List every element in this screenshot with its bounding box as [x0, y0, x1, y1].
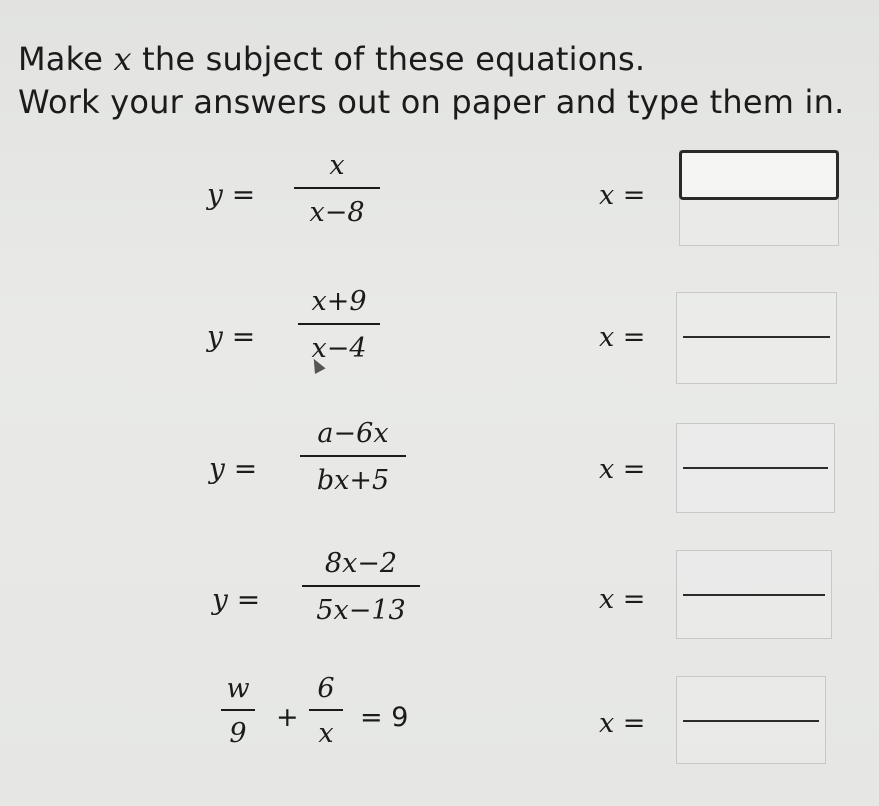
fraction-bar	[298, 323, 380, 325]
fraction-bar	[300, 455, 406, 457]
equation-1-numerator: x	[329, 150, 345, 181]
equation-5-fraction-1-numerator: w	[226, 673, 250, 704]
answer-3-label: x =	[599, 454, 646, 485]
equation-2-denominator: x−4	[311, 333, 367, 364]
equation-5-fraction-2-denominator: x	[318, 718, 334, 749]
equation-3-lhs: y =	[209, 452, 258, 485]
answer-4-input[interactable]	[676, 550, 832, 639]
answer-4-field[interactable]	[683, 594, 825, 596]
answer-2-input[interactable]	[676, 292, 837, 384]
answer-5-label: x =	[599, 708, 646, 739]
equation-3-denominator: bx+5	[316, 465, 390, 496]
instruction-variable: x	[113, 40, 132, 78]
equation-2-numerator: x+9	[311, 286, 367, 317]
equation-1-lhs: y =	[207, 178, 256, 211]
answer-2-field[interactable]	[683, 336, 830, 338]
equation-2-fraction	[298, 286, 380, 364]
instruction-text: Make	[18, 40, 114, 78]
fraction-bar	[309, 709, 343, 711]
instruction-line-2: Work your answers out on paper and type them in.	[18, 83, 845, 121]
equation-4-lhs: y =	[212, 583, 261, 616]
fraction-bar	[302, 585, 420, 587]
fraction-bar	[294, 187, 380, 189]
equation-5-fraction-2-numerator: 6	[317, 673, 335, 704]
equation-5-rhs: = 9	[360, 702, 409, 733]
answer-1-input[interactable]	[679, 150, 839, 246]
instruction-text: the subject of these equations.	[131, 40, 646, 78]
plus-sign: +	[276, 702, 299, 733]
equation-3-fraction	[300, 418, 406, 496]
equation-1-fraction	[294, 150, 380, 228]
answer-5-input[interactable]	[676, 676, 826, 764]
equation-5-fraction-1-denominator: 9	[229, 718, 247, 749]
equation-4-numerator: 8x−2	[324, 548, 398, 579]
equation-3-numerator: a−6x	[317, 418, 389, 449]
instruction-line-1	[18, 38, 844, 81]
answer-1-field[interactable]	[679, 150, 839, 200]
answer-3-field[interactable]	[683, 467, 828, 469]
equation-4-denominator: 5x−13	[316, 595, 406, 626]
equation-4-fraction	[302, 548, 420, 626]
answer-5-field[interactable]	[683, 720, 819, 722]
answer-4-label: x =	[599, 584, 646, 615]
equation-2-lhs: y =	[207, 320, 256, 353]
answer-1-label: x =	[599, 180, 646, 211]
fraction-bar	[221, 709, 255, 711]
instructions	[18, 38, 844, 124]
equation-5-fraction-2	[309, 673, 343, 749]
answer-3-input[interactable]	[676, 423, 835, 513]
equation-1-denominator: x−8	[309, 197, 365, 228]
equation-5-fraction-1	[221, 673, 255, 749]
answer-2-label: x =	[599, 322, 646, 353]
